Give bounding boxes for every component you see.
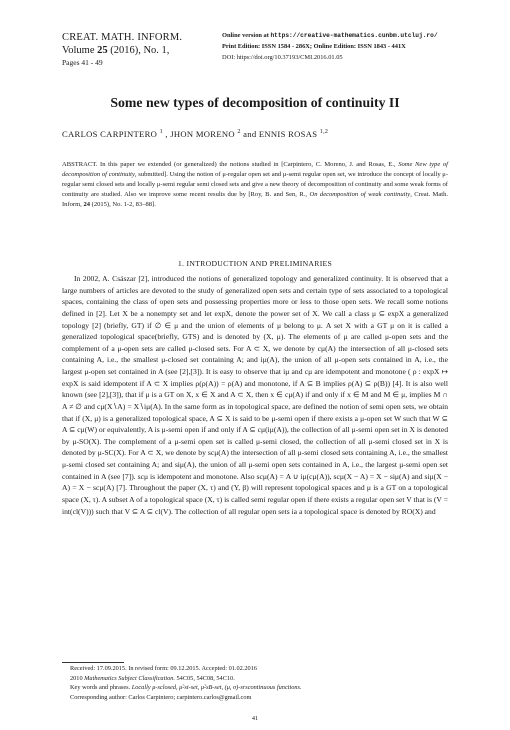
keywords: Key words and phrases. Locally μ-sclosed, μ̃-st-set, μ̃-sB-set, (μ, σ)-srscontinuous functions. [70, 684, 302, 692]
abstract: ABSTRACT. In this paper we extended (or generalized) the notions studied in [Carpintero, C. Moreno, J. and Rosas, E., Some New type of decomposition of continuity, submitted]. Using the notion of μ-regular open set and μ-semi regular open set, we introduce the concept of locally μ-regular semi closed sets and locally μ-semi regular semi closed sets and give a new theory of decomposition of continuity and some weak forms of continuity are studied. Also we improve some recent results due by [Roy, B. and Sen, R., On decomposition of weak continuity, Creat. Math. Inform, 24 (2015), No. 1-2, 83–88]. [62, 161, 448, 208]
publication-info [222, 30, 438, 63]
page-number: 41 [251, 715, 259, 722]
doi-link[interactable]: DOI: https://doi.org/10.37193/CMI.2016.01.05 [222, 54, 343, 61]
journal-pages: Pages 41 - 49 [62, 58, 103, 67]
journal-name: CREAT. MATH. INFORM. [62, 32, 183, 43]
online-version: Online version at https://creative-mathematics.cunbm.utcluj.ro/ [222, 32, 438, 39]
author-1: CARLOS CARPINTERO [62, 129, 158, 139]
issn-line: Print Edition: ISSN 1584 - 286X; Online Edition: ISSN 1843 - 441X [222, 43, 406, 50]
journal-info [62, 31, 182, 69]
author-3: ENNIS ROSAS [258, 129, 318, 139]
msc-classification: 2010 Mathematics Subject Classification. 54C05, 54C08, 54C10. [70, 674, 235, 682]
abstract-label: ABSTRACT. [62, 161, 98, 168]
received-dates: Received: 17.09.2015. In revised form: 09.12.2015. Accepted: 01.02.2016 [70, 665, 257, 672]
footnote-divider [62, 662, 124, 663]
paper-title: Some new types of decomposition of continuity II [110, 95, 400, 110]
body-text [62, 273, 448, 517]
section-heading: 1. INTRODUCTION AND PRELIMINARIES [177, 259, 333, 268]
author-2: JHON MORENO [170, 129, 235, 139]
online-url-link[interactable]: https://creative-mathematics.cunbm.utcluj.ro/ [270, 32, 438, 39]
author-list: CARLOS CARPINTERO $^1$ , JHON MORENO $^2$ and ENNIS ROSAS $^{1,2}$ [62, 129, 329, 139]
journal-volume: Volume 25 (2016), No. 1, [62, 45, 170, 56]
footnotes [62, 664, 448, 702]
corresponding-author: Corresponding author: Carlos Carpintero; carpintero.carlos@gmail.com [70, 693, 252, 701]
paragraph: In 2002, A. Császar [2], introduced the notions of generalized topology and generalized continuity. It is observed that a large numbers of articles are devoted to the study of generalized open sets and certain type of sets associated to a topological spaces, containing the class of open sets and possessing properties more or less to those open sets. We recall some notions defined in [2]. Let X be a nonempty set and let expX, denote the power set of X. We call a class μ ⊆ expX a generalized topology [2] (briefly, GT) if ∅ ∈ μ and the union of elements of μ belong to μ. A set X with a GT μ on it is called a generalized topological space(briefly, GTS) and is denoted by (X, μ). The elements of μ are called μ-open sets and the complement of a μ-open sets are called μ-closed sets. For A ⊂ X, we denote by cμ(A) the intersection of all μ-closed sets containing A, i.e., the smallest μ-closed set containing A; and iμ(A), the union of all μ-open sets contained in A, i.e., the largest μ-open set contained in A (see [2],[3]). It is easy to observe that iμ and cμ are idempotent and monotone ( ρ : expX ↦ expX is said idempotent if A ⊂ X implies ρ(ρ(A)) = ρ(A) and monotone, if A ⊆ B implies ρ(A) ⊆ ρ(B)) [4]. It is also well known (see [2],[3]), that if μ is a GT on X, x ∈ X and A ⊂ X, then x ∈ cμ(A) if and only if x ∈ M and M ∈ μ, implies M ∩ A ≠ ∅ and cμ(X∖A) = X∖iμ(A). In the same form as in topological space, are defined the notion of semi open sets, we obtain that if (X, μ) is a generalized topological space, A ⊆ X is said to be μ-semi open if there exists a μ-open set W such that W ⊆ A ⊆ cμ(W) or equivalently, A is μ-semi open if and only if A ⊆ cμ(iμ(A)), the collection of all μ-semi open set in X is denoted by μ-SO(X). The complement of a μ-semi open set is called μ-semi closed, the collection of all μ-semi closed set in X is denoted by μ-SC(X). For A ⊂ X, we denote by scμ(A) the intersection of all μ-semi closed sets containing A, i.e., the smallest μ-semi closed set containing A; and siμ(A), the union of all μ-semi open sets contained in A, i.e., the largest μ-semi open set contained in A (see [7]). scμ is idempotent and monotone. Also scμ(A) = A ∪ iμ(cμ(A)), scμ(X − A) = X − siμ(A) and siμ(X − A) = X − scμ(A) [7]. Throughout the paper (X, τ) and (Y, β) will represent topological spaces and μ is a GT on a topological space (X, τ). A subset A of a topological space (X, τ) is called semi regular open if there exists a regular open set V that is (V = int(cl(V))) such that V ⊆ A ⊆ cl(V). The collection of all regular open sets ia a topological space is denoted by RO(X) and [62, 274, 448, 516]
